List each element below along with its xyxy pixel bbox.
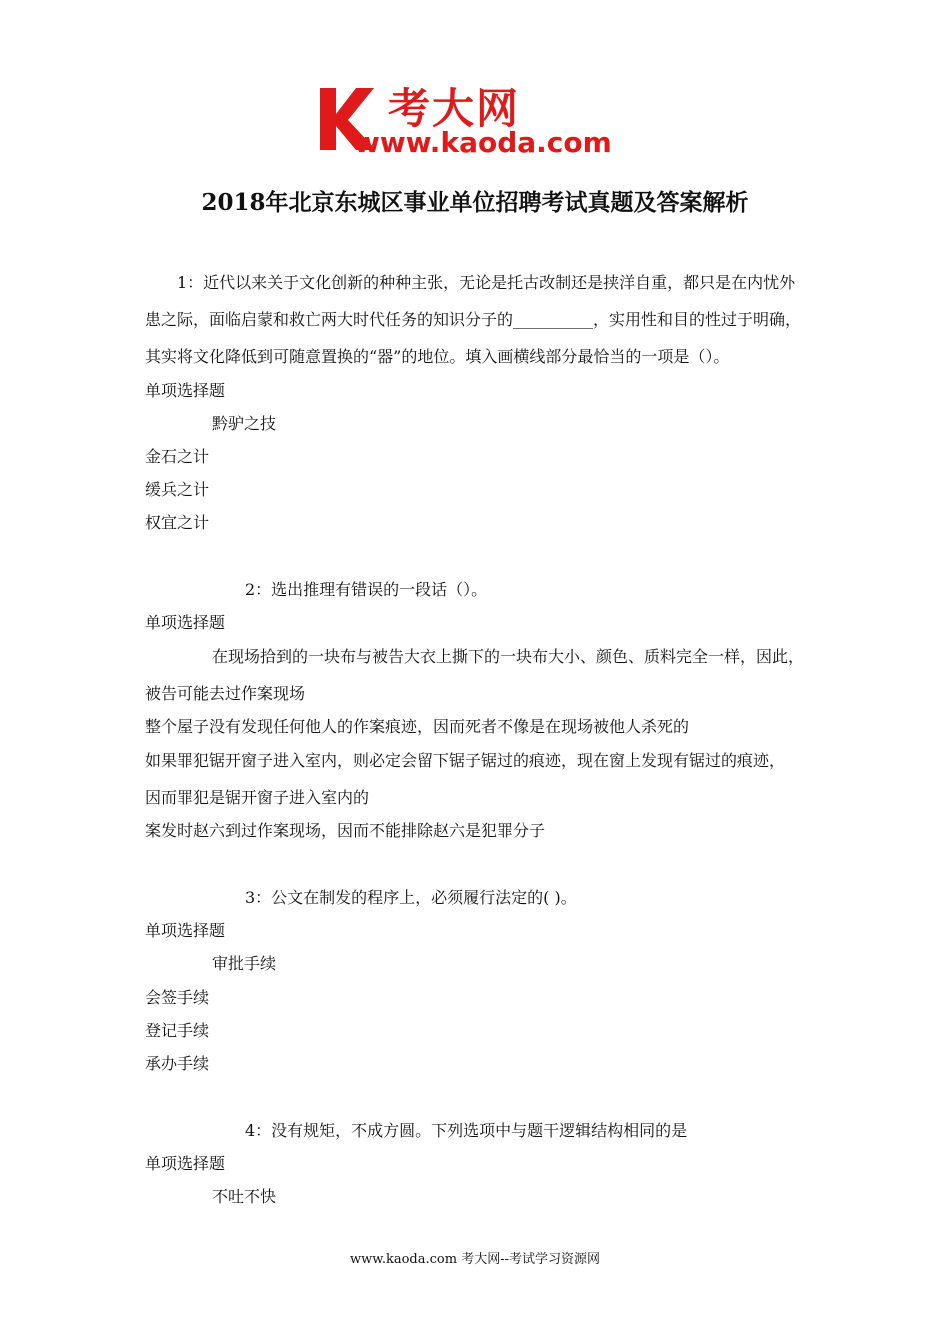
- q2-option: 被告可能去过作案现场: [145, 684, 306, 703]
- q2-option: 案发时赵六到过作案现场，因而不能排除赵六是犯罪分子: [145, 821, 546, 840]
- q2-stem-line: 2：选出推理有错误的一段话（）。: [245, 580, 488, 599]
- q3-option: 登记手续: [145, 1021, 210, 1040]
- q2-option: 在现场拾到的一块布与被告大衣上撕下的一块布大小、颜色、质料完全一样，因此，: [212, 647, 805, 666]
- q3-option: 承办手续: [145, 1054, 210, 1073]
- q1-option: 权宜之计: [145, 513, 210, 532]
- q2-option: 整个屋子没有发现任何他人的作案痕迹，因而死者不像是在现场被他人杀死的: [145, 717, 690, 736]
- kaoda-logo: [318, 84, 638, 160]
- q1-option: 黔驴之技: [212, 414, 277, 433]
- q3-stem-line: 3：公文在制发的程序上，必须履行法定的( )。: [245, 888, 577, 907]
- q3-option: 审批手续: [212, 954, 277, 973]
- document-title: 2018年北京东城区事业单位招聘考试真题及答案解析: [201, 189, 749, 216]
- q1-option: 金石之计: [145, 447, 210, 466]
- q1-stem-line: 1：近代以来关于文化创新的种种主张，无论是托古改制还是挟洋自重，都只是在内忧外: [177, 273, 796, 292]
- q3-type-label: 单项选择题: [145, 921, 226, 940]
- logo-url-text: www.kaoda.com: [354, 126, 612, 159]
- q4-stem-line: 4：没有规矩，不成方圆。下列选项中与题干逻辑结构相同的是: [245, 1121, 688, 1140]
- page-footer: www.kaoda.com 考大网--考试学习资源网: [350, 1252, 600, 1267]
- q4-option: 不吐不快: [212, 1187, 277, 1206]
- q2-type-label: 单项选择题: [145, 613, 226, 632]
- q3-option: 会签手续: [145, 988, 210, 1007]
- q2-option: 如果罪犯锯开窗子进入室内，则必定会留下锯子锯过的痕迹，现在窗上发现有锯过的痕迹，: [145, 751, 786, 770]
- q2-option: 因而罪犯是锯开窗子进入室内的: [145, 788, 370, 807]
- logo-brand-text: 考大网: [388, 84, 521, 133]
- q1-stem-line: 其实将文化降低到可随意置换的“器”的地位。填入画横线部分最恰当的一项是（）。: [145, 347, 730, 366]
- q1-stem-line: 患之际，面临启蒙和救亡两大时代任务的知识分子的__________，实用性和目的性过于明确，: [145, 310, 802, 329]
- q1-type-label: 单项选择题: [145, 381, 226, 400]
- q1-option: 缓兵之计: [145, 480, 210, 499]
- q4-type-label: 单项选择题: [145, 1154, 226, 1173]
